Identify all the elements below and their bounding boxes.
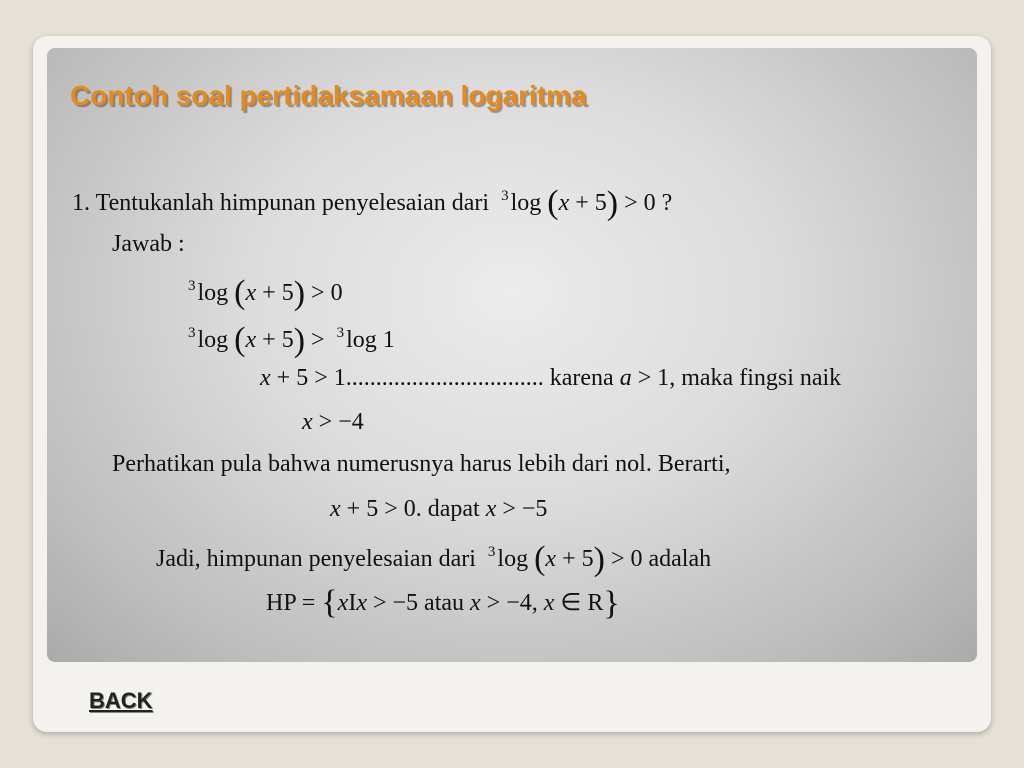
answer-label: Jawab : [112, 231, 185, 257]
var-x: x [543, 590, 555, 616]
gt-sign: > [624, 190, 638, 216]
log-word: log [197, 280, 229, 306]
log-base: 3 [188, 278, 196, 294]
one: 1 [382, 327, 395, 353]
condition-text: > 1, maka fingsi naik [637, 365, 842, 391]
paren-open: ( [534, 540, 546, 577]
hp-bar: I [348, 590, 357, 616]
step-5-end: > −5 [502, 496, 548, 522]
gt-sign: > [311, 280, 325, 306]
log-word: log [497, 546, 529, 572]
zero: 0 [330, 280, 343, 306]
var-x: x [485, 496, 497, 522]
question-number: 1. [72, 190, 90, 216]
conclusion-end: adalah [648, 546, 712, 572]
step-2 [188, 323, 395, 358]
paren-close: ) [606, 185, 619, 222]
var-x: x [337, 590, 349, 616]
slide-title: Contoh soal pertidaksamaan logaritma [70, 80, 587, 111]
var-x: x [245, 280, 257, 306]
log-base: 3 [336, 325, 345, 341]
var-x: x [260, 365, 271, 391]
brace-close: } [603, 585, 620, 622]
question-mark: ? [661, 190, 673, 216]
paren-open: ( [234, 321, 246, 358]
step-3 [260, 366, 841, 390]
plus-five: + 5 [262, 280, 294, 306]
var-x: x [558, 190, 570, 216]
step-1 [188, 276, 343, 311]
var-x: x [470, 590, 481, 616]
hp-part-2: > −5 atau [372, 590, 465, 616]
zero: 0 [630, 546, 643, 572]
paren-close: ) [293, 322, 306, 359]
paren-open: ( [547, 184, 559, 221]
paren-close: ) [293, 275, 306, 312]
conclusion-line [156, 542, 711, 577]
log-base: 3 [487, 544, 496, 560]
var-a: a [619, 365, 632, 391]
var-x: x [356, 590, 367, 616]
log-base: 3 [188, 325, 196, 341]
gt-sign: > [311, 327, 325, 353]
plus-five: + 5 [262, 327, 294, 353]
step-5 [330, 497, 547, 521]
log-word: log [197, 327, 229, 353]
zero: 0 [643, 190, 656, 216]
log-word: log [510, 190, 542, 216]
note-text: Perhatikan pula bahwa numerusnya harus lebih dari nol. Berarti, [112, 451, 731, 477]
solution-set [266, 586, 620, 621]
hp-label: HP = [266, 590, 316, 616]
var-x: x [545, 546, 557, 572]
var-x: x [330, 496, 341, 522]
question-line [72, 186, 672, 221]
step-4 [302, 410, 364, 434]
brace-open: { [321, 584, 338, 621]
step-4-rhs: > −4 [318, 409, 364, 435]
hp-part-4: ∈ R [560, 590, 604, 616]
hp-part-3: > −4, [486, 590, 538, 616]
var-x: x [302, 409, 313, 435]
karena-word: karena [549, 365, 614, 391]
plus-five: + 5 [562, 546, 594, 572]
question-text: Tentukanlah himpunan penyelesaian dari [95, 190, 490, 216]
conclusion-start: Jadi, himpunan penyelesaian dari [156, 546, 476, 572]
log-base: 3 [501, 188, 509, 204]
leader-dots: ................................. [345, 365, 544, 391]
var-x: x [245, 327, 257, 353]
back-link[interactable]: BACK [89, 688, 153, 713]
paren-open: ( [234, 274, 246, 311]
step-5-mid: + 5 > 0. dapat [346, 496, 480, 522]
step-3-lhs: + 5 > 1 [276, 365, 346, 391]
log-word: log [346, 327, 377, 353]
gt-sign: > [610, 546, 625, 572]
paren-close: ) [593, 541, 605, 578]
plus-five: + 5 [575, 190, 607, 216]
